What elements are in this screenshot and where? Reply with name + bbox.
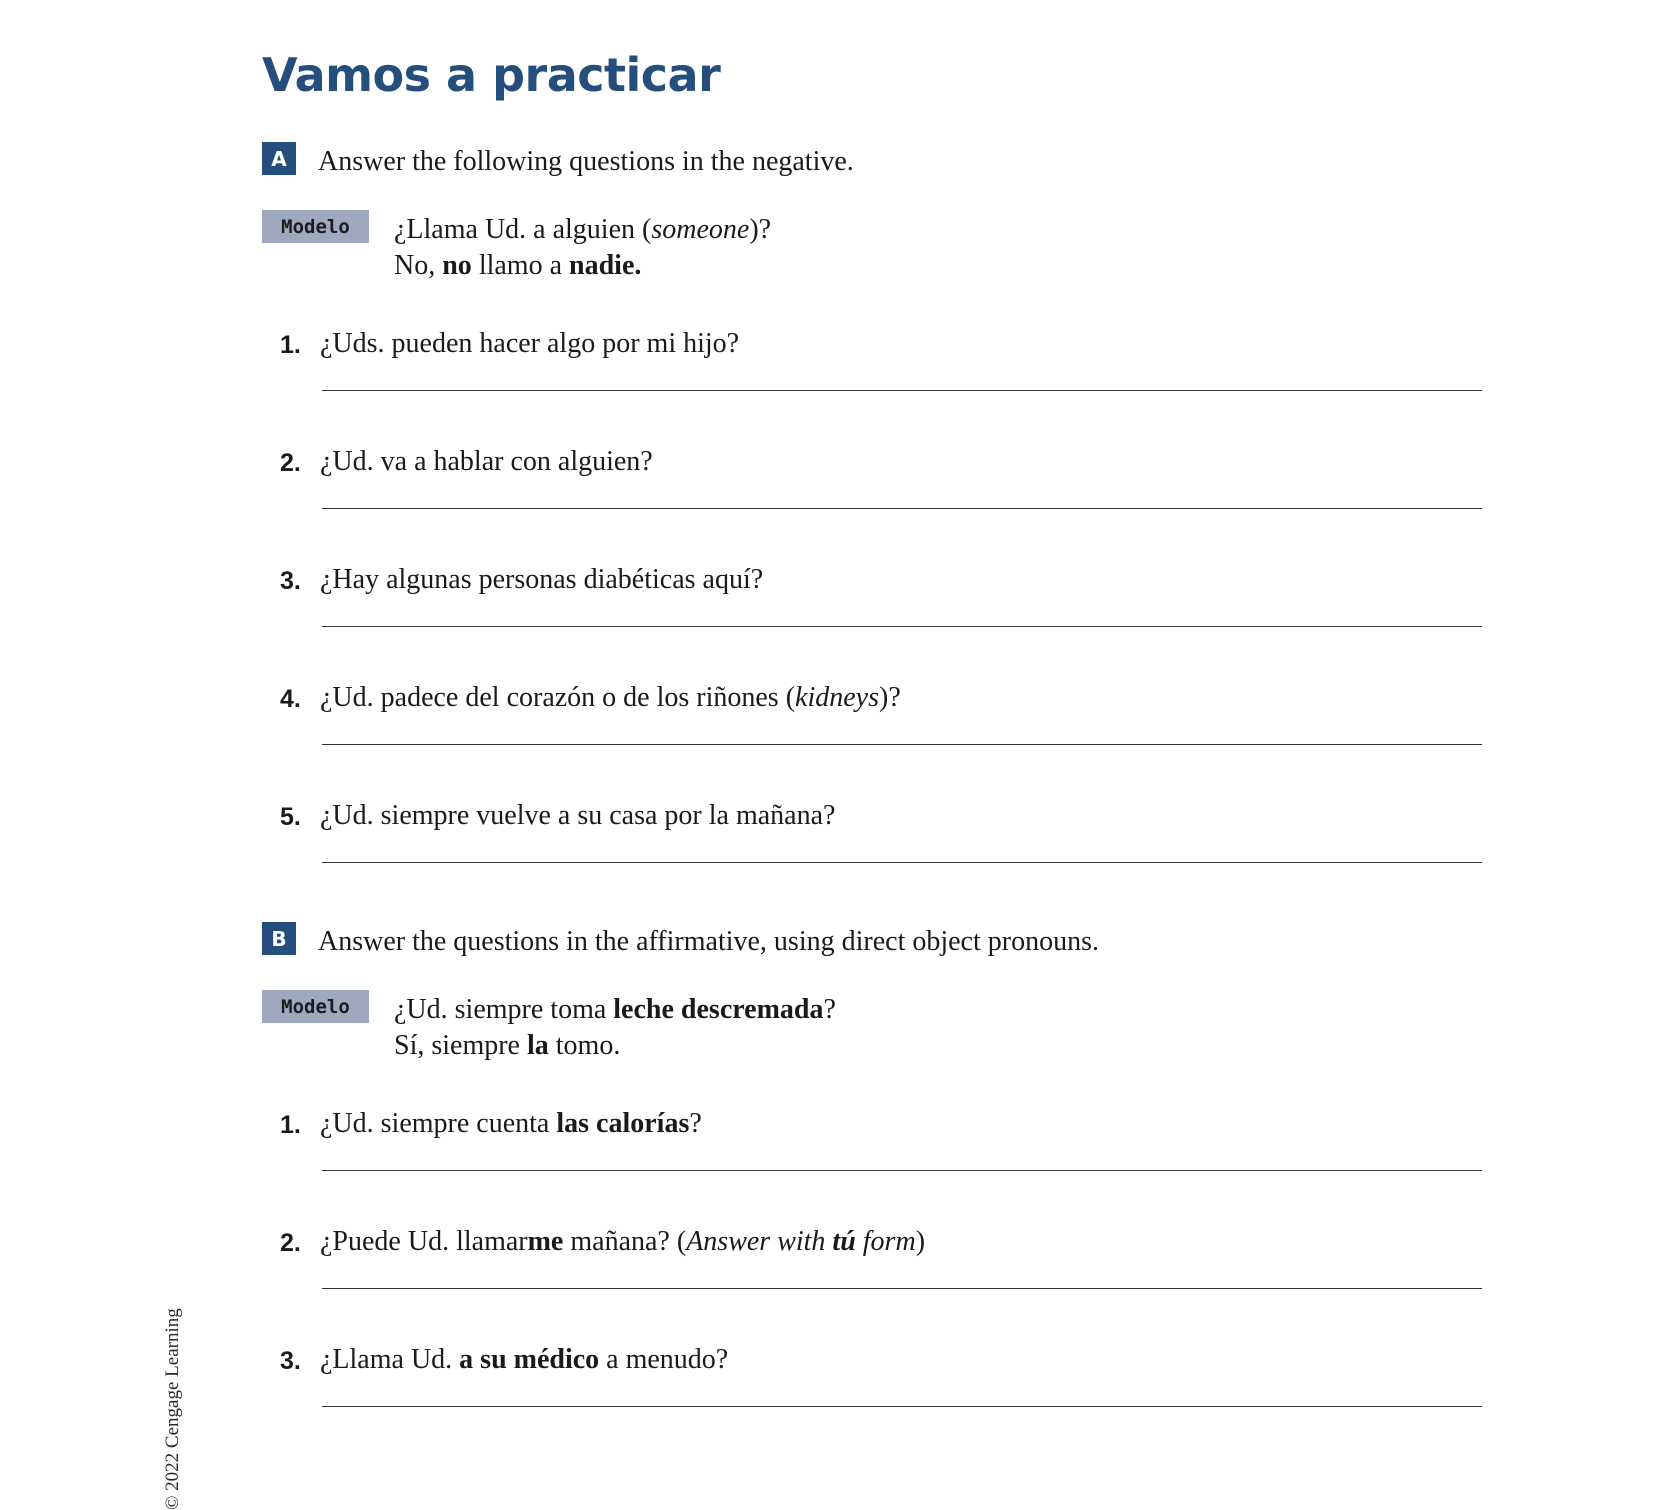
question-text: ¿Llama Ud. a su médico a menudo?: [320, 1344, 729, 1375]
answer-line[interactable]: [322, 390, 1482, 392]
question-text: ¿Ud. siempre vuelve a su casa por la mañana?: [320, 800, 836, 831]
answer-line[interactable]: [322, 1406, 1482, 1408]
question-item: [280, 1108, 1480, 1188]
question-item: [280, 682, 1480, 762]
answer-line[interactable]: [322, 744, 1482, 746]
modelo-tag: Modelo: [262, 210, 369, 243]
copyright-notice: © 2022 Cengage Learning: [162, 1308, 183, 1510]
question-number: 1.: [280, 331, 301, 359]
question-number: 3.: [280, 1347, 301, 1375]
question-item: [280, 800, 1480, 880]
section-b-instruction: Answer the questions in the affirmative, using direct object pronouns.: [318, 926, 1099, 957]
answer-line[interactable]: [322, 1288, 1482, 1290]
question-text: ¿Hay algunas personas diabéticas aquí?: [320, 564, 764, 595]
modelo-answer: No, no llamo a nadie.: [394, 250, 642, 281]
answer-line[interactable]: [322, 1170, 1482, 1172]
question-item: [280, 1226, 1480, 1306]
question-text: ¿Uds. pueden hacer algo por mi hijo?: [320, 328, 740, 359]
modelo-answer: Sí, siempre la tomo.: [394, 1030, 621, 1061]
question-item: [280, 564, 1480, 644]
modelo-tag: Modelo: [262, 990, 369, 1023]
question-item: [280, 328, 1480, 408]
section-a-instruction: Answer the following questions in the negative.: [318, 146, 854, 177]
question-text: ¿Ud. siempre cuenta las calorías?: [320, 1108, 702, 1139]
answer-line[interactable]: [322, 508, 1482, 510]
section-b-badge: B: [262, 922, 296, 955]
question-number: 2.: [280, 449, 301, 477]
answer-line[interactable]: [322, 862, 1482, 864]
question-text: ¿Ud. va a hablar con alguien?: [320, 446, 653, 477]
modelo-question: ¿Ud. siempre toma leche descremada?: [394, 994, 836, 1025]
question-number: 5.: [280, 803, 301, 831]
question-text: ¿Puede Ud. llamarme mañana? (Answer with tú form): [320, 1226, 926, 1257]
question-number: 4.: [280, 685, 301, 713]
question-item: [280, 446, 1480, 526]
modelo-question: ¿Llama Ud. a alguien (someone)?: [394, 214, 772, 245]
answer-line[interactable]: [322, 626, 1482, 628]
section-a-badge: A: [262, 142, 296, 175]
question-number: 1.: [280, 1111, 301, 1139]
page-title: Vamos a practicar: [262, 48, 721, 102]
question-text: ¿Ud. padece del corazón o de los riñones (kidneys)?: [320, 682, 901, 713]
question-number: 3.: [280, 567, 301, 595]
question-item: [280, 1344, 1480, 1424]
question-number: 2.: [280, 1229, 301, 1257]
